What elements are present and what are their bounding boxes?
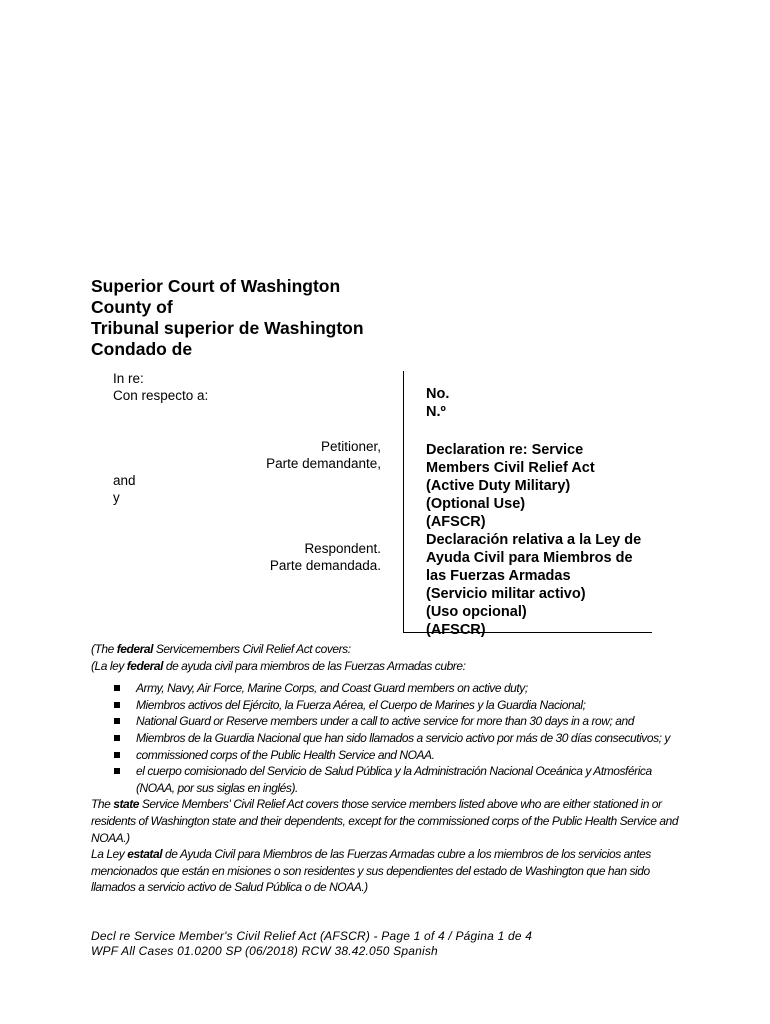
coverage-list (91, 680, 691, 796)
document-title-line: las Fuerzas Armadas (426, 568, 571, 584)
county-label-es: Condado de (91, 339, 193, 359)
intro-es: (La ley federal de ayuda civil para miembros de las Fuerzas Armadas cubre: (91, 658, 466, 673)
footer-title: Decl re Service Member's Civil Relief Act (AFSCR) - Page 1 of 4 / Página 1 de 4 (91, 929, 533, 943)
court-name-es: Tribunal superior de Washington (91, 318, 364, 338)
page-footer (91, 929, 532, 959)
petitioner-label-es: Parte demandante, (266, 456, 381, 471)
document-title-line: (Uso opcional) (426, 604, 527, 620)
intro-en: (The federal Servicemembers Civil Relief Act covers: (91, 642, 351, 656)
list-item: Army, Navy, Air Force, Marine Corps, and Coast Guard members on active duty; (136, 680, 691, 697)
document-title-line: (Servicio militar activo) (426, 586, 586, 602)
in-re-label: In re: (113, 371, 144, 386)
list-item: Miembros activos del Ejército, la Fuerza Aérea, el Cuerpo de Marines y la Guardia Nacional; (136, 697, 691, 714)
document-title-line: Declaration re: Service (426, 442, 584, 458)
document-title-line: Declaración relativa a la Ley de (426, 532, 642, 548)
respondent-label-es: Parte demandada. (269, 558, 381, 573)
petitioner-label: Petitioner, (320, 439, 381, 454)
case-caption-parties (113, 370, 381, 574)
case-caption-title (426, 385, 666, 639)
footer-form-id: WPF All Cases 01.0200 SP (06/2018) RCW 38.42.050 Spanish (91, 944, 438, 958)
document-title-line: (Optional Use) (426, 496, 526, 512)
list-item: Miembros de la Guardia Nacional que han sido llamados a servicio activo por más de 30 días consecutivos; y (136, 730, 691, 747)
list-item: National Guard or Reserve members under a call to active service for more than 30 days in a row; and (136, 713, 691, 730)
caption-divider-vertical (403, 371, 404, 633)
list-item: commissioned corps of the Public Health Service and NOAA. (136, 747, 691, 764)
state-act-en: The state Service Members' Civil Relief Act covers those service members listed above who are either stationed in or residents of Washington state and their dependents, except for the commissioned corps of the Public Health Service and NOAA.) (91, 797, 679, 845)
case-number-label-es: N.º (426, 404, 446, 420)
document-title-line: Ayuda Civil para Miembros de (426, 550, 633, 566)
case-number-label: No. (426, 386, 450, 402)
and-label: and (113, 473, 136, 488)
court-name: Superior Court of Washington (91, 276, 341, 296)
and-label-es: y (113, 490, 120, 505)
document-title-line: (AFSCR) (426, 514, 486, 530)
document-title-line: (AFSCR) (426, 622, 486, 638)
county-label: County of (91, 297, 173, 317)
respondent-label: Respondent. (304, 541, 381, 556)
document-title-line: Members Civil Relief Act (426, 460, 595, 476)
in-re-label-es: Con respecto a: (113, 388, 209, 403)
court-heading (91, 276, 364, 360)
act-coverage-text (91, 641, 691, 896)
document-title-line: (Active Duty Military) (426, 478, 571, 494)
list-item: el cuerpo comisionado del Servicio de Salud Pública y la Administración Nacional Oceánica y Atmosférica (NOAA, por sus siglas en inglés). (136, 763, 691, 796)
state-act-es: La Ley estatal de Ayuda Civil para Miembros de las Fuerzas Armadas cubre a los miembros de los servicios antes mencionados que están en misiones o son residentes y sus dependientes del estado de Washington que han sido llamados a servicio activo de Salud Pública o de NOAA.) (91, 847, 651, 895)
